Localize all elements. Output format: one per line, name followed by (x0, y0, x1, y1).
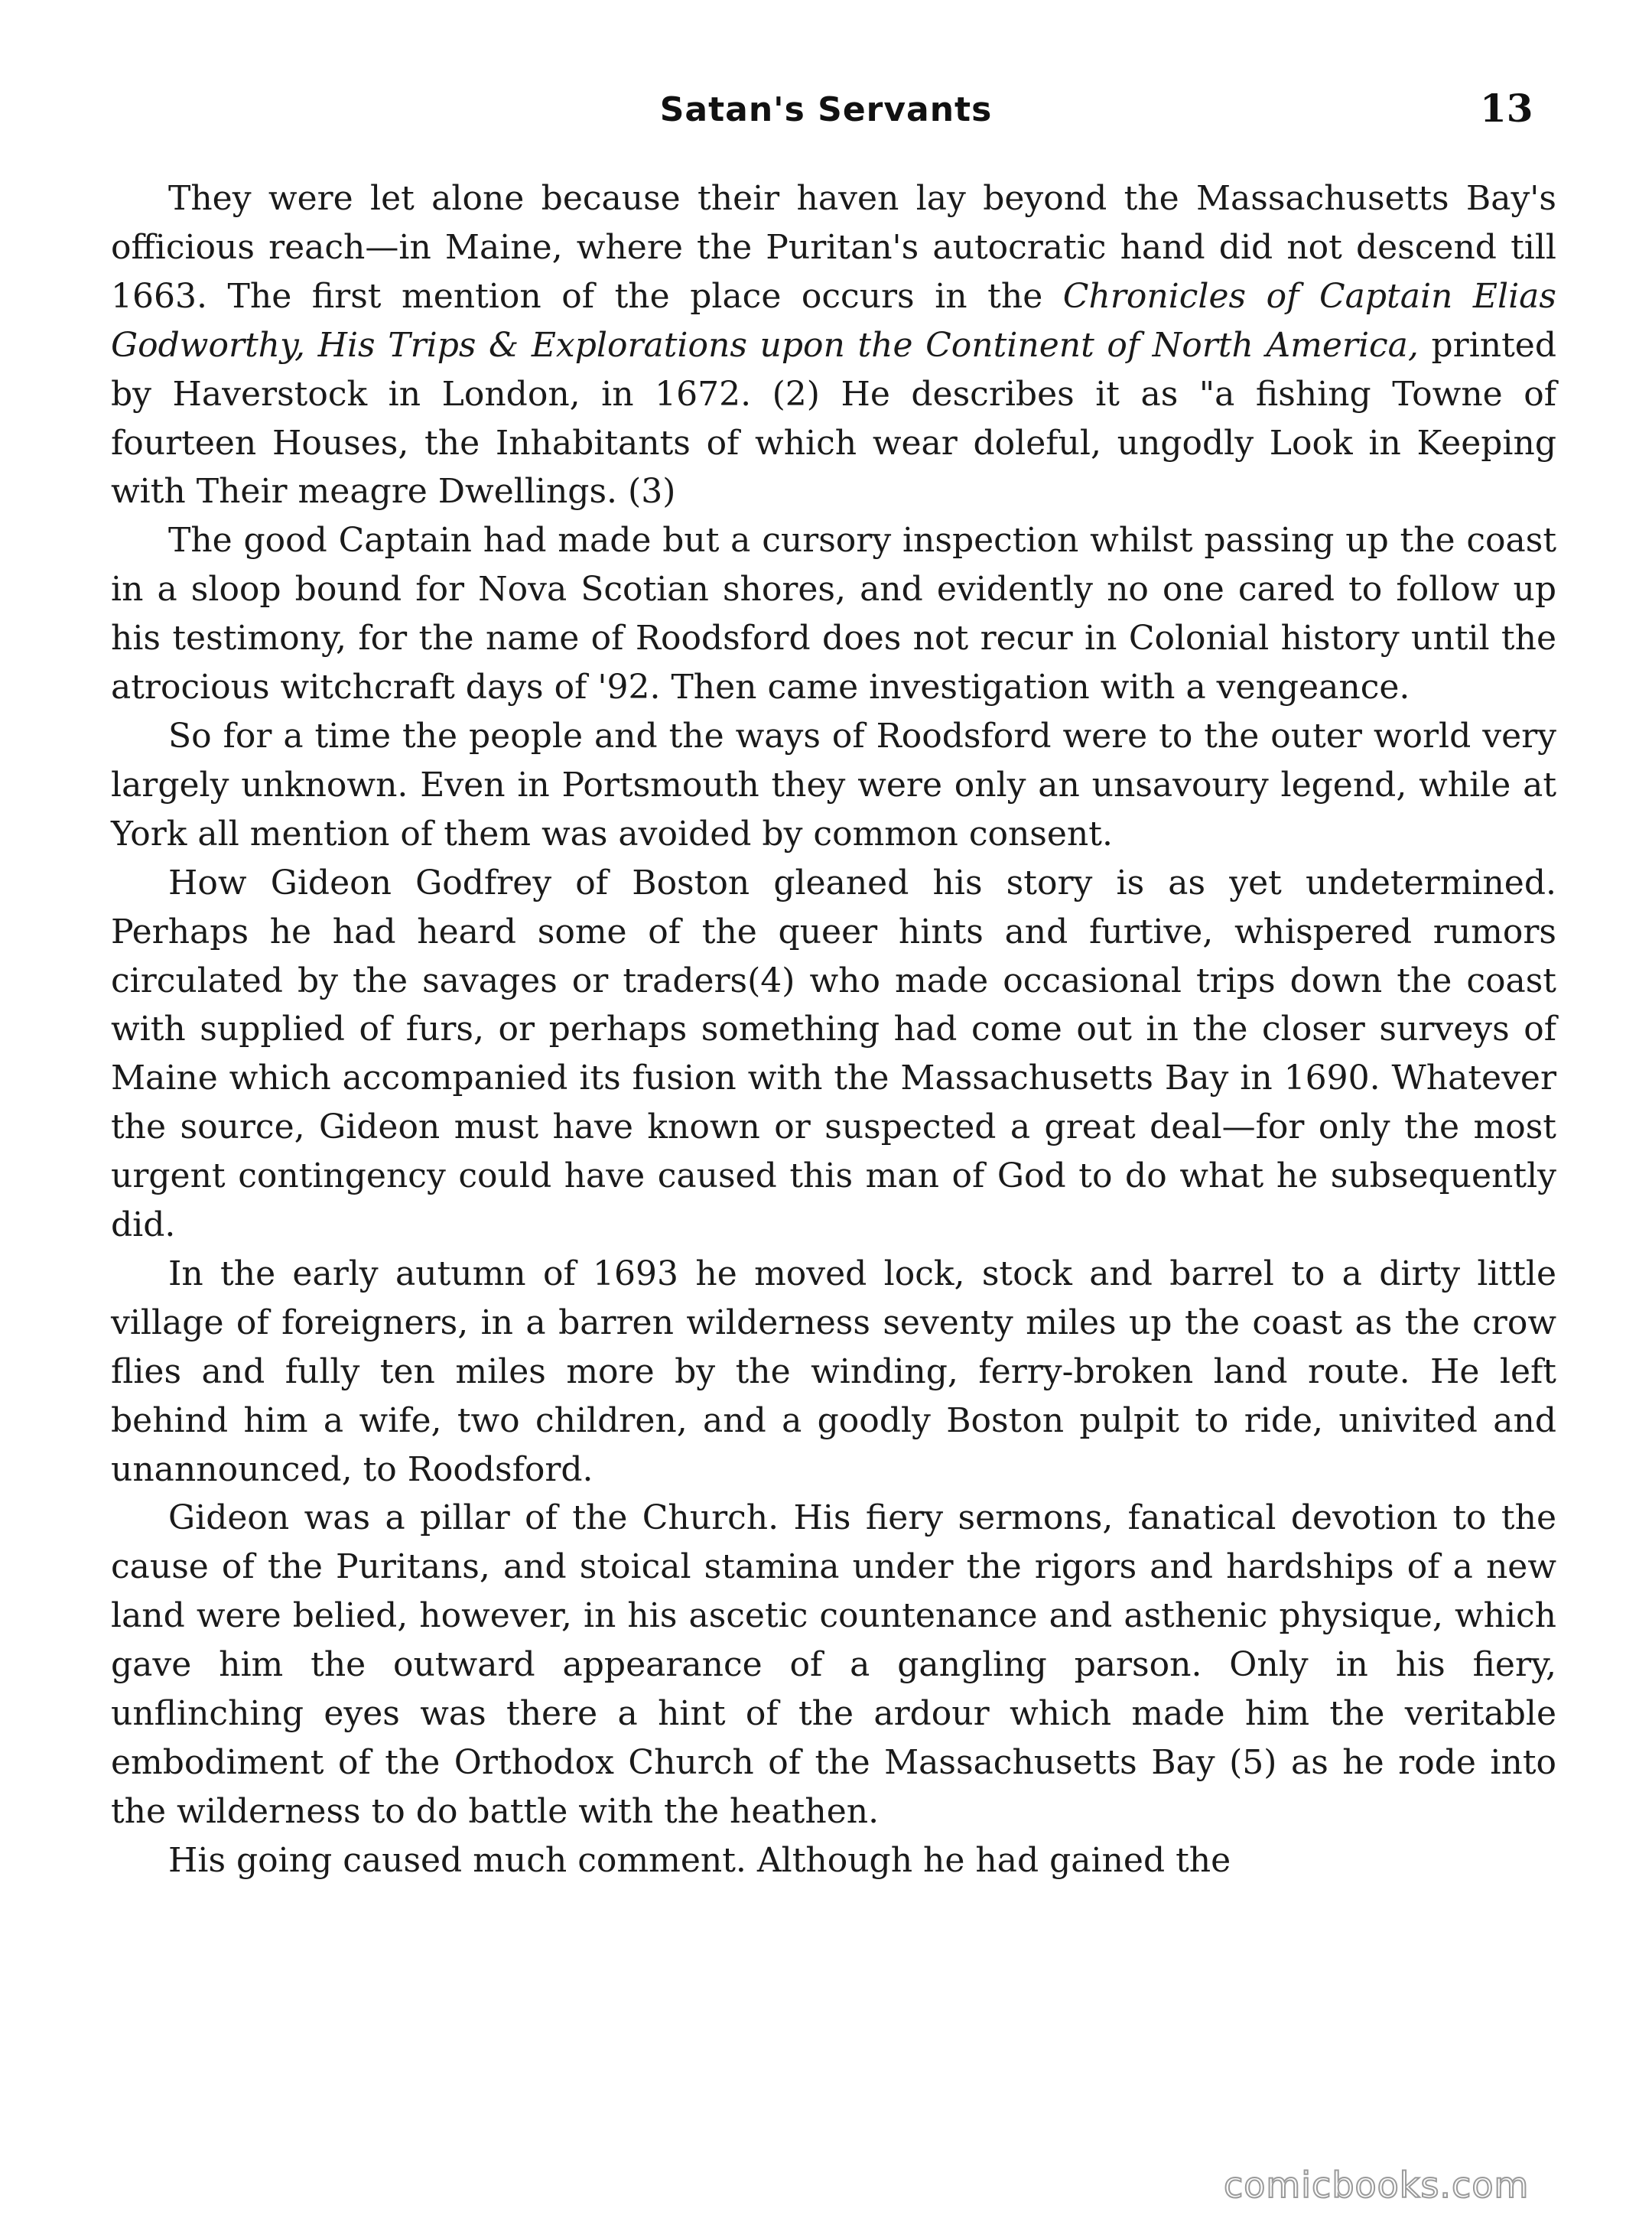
paragraph-2: The good Captain had made but a cursory inspection whilst passing up the coast in a sloop bound for Nova Scotian shores, and evidently no one cared to follow up his testimony, for the name of Roodsford does not recur in Colonial history until the atrocious witchcraft days of '92. Then came investigation with a vengeance. (111, 521, 1556, 707)
watermark: comicbooks.com (1224, 2164, 1530, 2206)
book-title-italic: Chronicles of Captain Elias Godworthy, His Trips & Explorations upon the Continent of North America, (111, 276, 1556, 365)
paragraph-4: How Gideon Godfrey of Boston gleaned his story is as yet undetermined. Perhaps he had heard some of the queer hints and furtive, whispered rumors circulated by the savages or traders(4) who made occasional trips down the coast with supplied of furs, or perhaps something had come out in the closer surveys of Maine which accompanied its fusion with the Massachusetts Bay in 1690. Whatever the source, Gideon must have known or suspected a great deal—for only the most urgent contingency could have caused this man of God to do what he subsequently did. (111, 863, 1556, 1245)
paragraph-6: Gideon was a pillar of the Church. His fiery sermons, fanatical devotion to the cause of the Puritans, and stoical stamina under the rigors and hardships of a new land were belied, however, in his ascetic countenance and asthenic physique, which gave him the outward appearance of a gangling parson. Only in his fiery, unflinching eyes was there a hint of the ardour which made him the veritable embodiment of the Orthodox Church of the Massachusetts Bay (5) as he rode into the wilderness to do battle with the heathen. (111, 1498, 1556, 1831)
paragraph-1 (111, 174, 1556, 516)
paragraph-1-text-end: printed by Haverstock in London, in 1672. (2) He describes it as "a fishing Towne of fourteen Houses, the Inhabitants of which wear doleful, ungodly Look in Keeping with Their meagre Dwellings. (3) (111, 325, 1556, 512)
body-text (111, 174, 1556, 1885)
running-title: Satan's Servants (659, 90, 993, 129)
paragraph-5: In the early autumn of 1693 he moved lock, stock and barrel to a dirty little village of foreigners, in a barren wilderness seventy miles up the coast as the crow flies and fully ten miles more by the winding, ferry-broken land route. He left behind him a wife, two children, and a goodly Boston pulpit to ride, univited and unannounced, to Roodsford. (111, 1254, 1556, 1489)
paragraph-3: So for a time the people and the ways of Roodsford were to the outer world very largely unknown. Even in Portsmouth they were only an unsavoury legend, while at York all mention of them was avoided by common consent. (111, 716, 1556, 854)
paragraph-7: His going caused much comment. Although he had gained the (168, 1840, 1231, 1880)
page-number: 13 (1480, 86, 1533, 131)
paragraph-1-text-start: They were let alone because their haven lay beyond the Massachusetts Bay's officious reach—in Maine, where the Puritan's autocratic hand did not descend till 1663. The first mention of the place occurs in the (111, 179, 1556, 316)
